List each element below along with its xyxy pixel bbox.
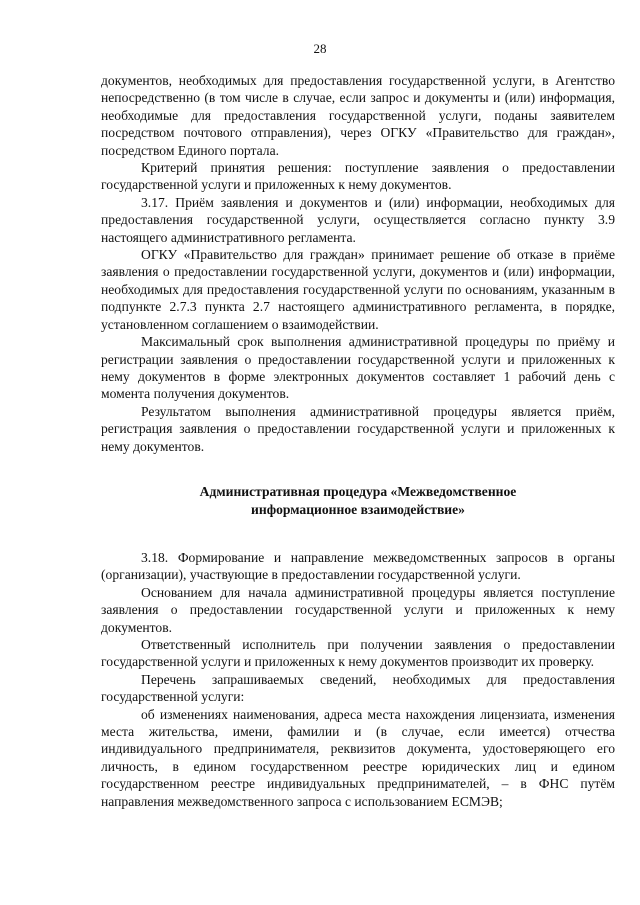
paragraph: Ответственный исполнитель при получении заявления о предоставлении государственной услуги и приложенных к нему документов производит их проверку. xyxy=(101,636,615,670)
paragraph: 3.18. Формирование и направление межведомственных запросов в органы (организации), участвующие в предоставлении государственной услуги. xyxy=(101,549,615,583)
paragraph: Результатом выполнения административной процедуры является приём, регистрация заявления о предоставлении государственной услуги и приложенных к нему документов. xyxy=(101,403,615,454)
section-heading-line: информационное взаимодействие» xyxy=(251,501,465,517)
section-heading xyxy=(101,483,615,519)
paragraph: ОГКУ «Правительство для граждан» принимает решение об отказе в приёме заявления о предоставлении государственной услуги, документов и (или) информации, необходимых для предоставления государственной услуги по основаниям, указанным в подпункте 2.7.3 пункта 2.7 настоящего административного регламента, в порядке, установленном соглашением о взаимодействии. xyxy=(101,247,615,332)
paragraph: Перечень запрашиваемых сведений, необходимых для предоставления государственной услуги: xyxy=(101,671,615,705)
document-body xyxy=(101,72,615,810)
paragraph: об изменениях наименования, адреса места нахождения лицензиата, изменения места жительства, имени, фамилии и (в случае, если имеется) отчества индивидуального предпринимателя, реквизитов документа, удостоверяющего его личность, в едином государственном реестре юридических лиц и едином государственном реестре индивидуальных предпринимателей, – в ФНС путём направления межведомственного запроса с использованием ЕСМЭВ; xyxy=(101,706,615,809)
paragraph: Основанием для начала административной процедуры является поступление заявления о предоставлении государственной услуги и приложенных к нему документов. xyxy=(101,584,615,635)
page-number: 28 xyxy=(313,41,327,56)
paragraph: Максимальный срок выполнения административной процедуры по приёму и регистрации заявления о предоставлении государственной услуги и приложенных к нему документов в форме электронных документов составляет 1 рабочий день с момента получения документов. xyxy=(101,334,615,402)
section-heading-line: Административная процедура «Межведомственное xyxy=(199,483,517,499)
paragraph: документов, необходимых для предоставления государственной услуги, в Агентство непосредственно (в том числе в случае, если запрос и документы и (или) информация, необходимые для предоставления государственной услуги, поданы заявителем посредством почтового отправления), через ОГКУ «Правительство для граждан», посредством Единого портала. xyxy=(101,73,615,158)
paragraph: Критерий принятия решения: поступление заявления о предоставлении государственной услуги и приложенных к нему документов. xyxy=(101,160,615,193)
paragraph: 3.17. Приём заявления и документов и (или) информации, необходимых для предоставления государственной услуги, осуществляется согласно пункту 3.9 настоящего административного регламента. xyxy=(101,194,615,245)
